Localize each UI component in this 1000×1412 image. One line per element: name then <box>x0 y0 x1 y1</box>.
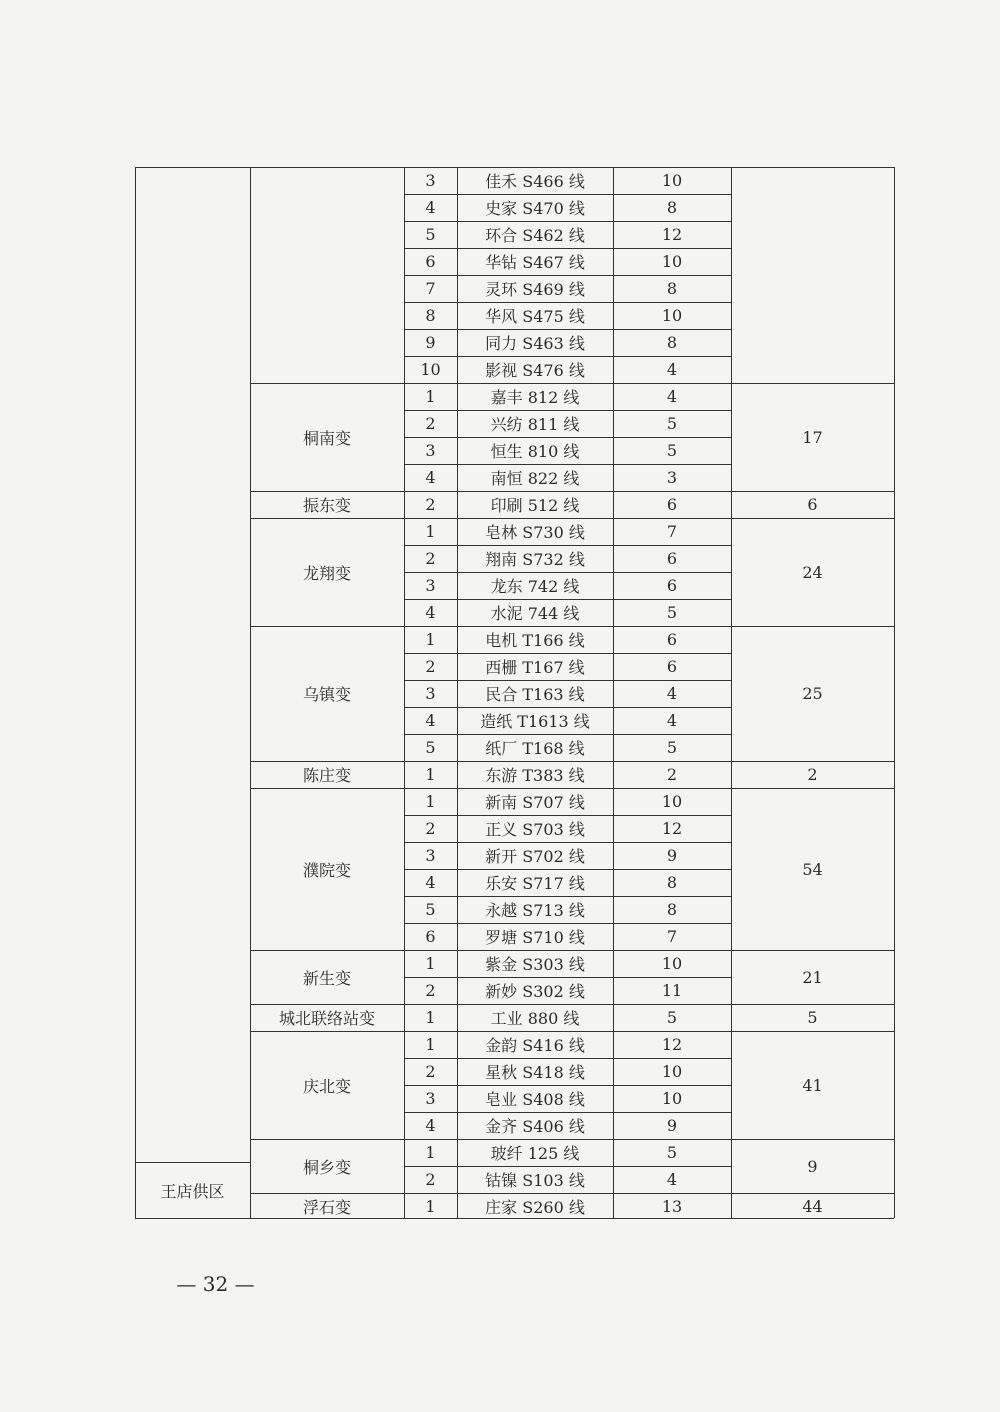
line-count: 8 <box>666 333 678 352</box>
line-name: 史家 S470 线 <box>485 199 585 218</box>
line-name: 龙东 742 线 <box>490 577 580 596</box>
row-number: 4 <box>425 711 436 730</box>
row-number: 8 <box>425 306 436 325</box>
substation-total: 6 <box>807 495 818 514</box>
row-number: 5 <box>425 738 436 757</box>
substation-name: 龙翔变 <box>302 563 351 583</box>
line-count: 8 <box>666 198 678 217</box>
substation-total: 5 <box>807 1008 818 1027</box>
row-number: 4 <box>425 468 436 487</box>
row-number: 2 <box>425 981 436 1000</box>
row-number: 1 <box>425 1197 436 1216</box>
substation-total: 44 <box>802 1197 823 1216</box>
line-name: 南恒 822 线 <box>490 469 580 488</box>
row-number: 3 <box>425 171 436 190</box>
line-count: 6 <box>666 495 678 514</box>
line-count: 12 <box>661 225 683 244</box>
line-count: 3 <box>666 468 678 487</box>
line-count: 12 <box>661 819 683 838</box>
line-count: 8 <box>666 873 678 892</box>
row-number: 10 <box>420 360 441 379</box>
row-number: 2 <box>425 819 436 838</box>
line-count: 6 <box>666 549 678 568</box>
line-count: 8 <box>666 279 678 298</box>
line-count: 5 <box>666 441 678 460</box>
line-name: 环合 S462 线 <box>485 226 585 245</box>
substation-name: 城北联络站变 <box>278 1009 375 1028</box>
line-count: 5 <box>666 1143 678 1162</box>
row-number: 1 <box>425 765 436 784</box>
row-number: 2 <box>425 414 436 433</box>
line-name: 东游 T383 线 <box>485 766 585 785</box>
line-name: 玻纤 125 线 <box>490 1144 580 1163</box>
row-number: 3 <box>425 1089 436 1108</box>
row-number: 4 <box>425 1116 436 1135</box>
row-number: 4 <box>425 873 436 892</box>
line-count: 5 <box>666 603 678 622</box>
line-name: 永越 S713 线 <box>485 901 585 920</box>
line-name: 皂林 S730 线 <box>485 523 585 542</box>
line-name: 金齐 S406 线 <box>485 1117 585 1136</box>
substation-name: 新生变 <box>302 968 351 988</box>
line-count: 9 <box>666 846 678 865</box>
line-count: 13 <box>661 1197 683 1216</box>
line-name: 新南 S707 线 <box>485 793 585 812</box>
substation-name: 桐乡变 <box>302 1157 351 1177</box>
line-name: 嘉丰 812 线 <box>490 388 580 407</box>
substation-name: 陈庄变 <box>302 766 351 785</box>
line-name: 电机 T166 线 <box>485 631 585 650</box>
substation-total: 9 <box>807 1156 818 1176</box>
line-name: 华钻 S467 线 <box>485 253 585 272</box>
substation-name: 振东变 <box>302 496 351 515</box>
line-name: 兴纺 811 线 <box>490 415 580 434</box>
line-name: 影视 S476 线 <box>485 361 585 380</box>
column-divider <box>894 167 895 1218</box>
substation-name: 乌镇变 <box>302 685 351 704</box>
line-name: 印刷 512 线 <box>490 496 580 515</box>
line-count: 2 <box>666 765 678 784</box>
line-count: 7 <box>666 522 678 541</box>
line-name: 庄家 S260 线 <box>485 1198 585 1217</box>
row-number: 4 <box>425 198 436 217</box>
row-number: 4 <box>425 603 436 622</box>
line-name: 金韵 S416 线 <box>485 1036 585 1055</box>
line-count: 6 <box>666 657 678 676</box>
page-number: — 32 — <box>176 1272 255 1296</box>
line-name: 纸厂 T168 线 <box>485 739 585 758</box>
line-count: 5 <box>666 414 678 433</box>
row-number: 2 <box>425 1170 436 1189</box>
line-name: 翔南 S732 线 <box>485 550 585 569</box>
line-name: 皂业 S408 线 <box>485 1090 585 1109</box>
row-number: 6 <box>425 927 436 946</box>
substation-total: 21 <box>802 967 823 987</box>
row-number: 1 <box>425 630 436 649</box>
line-name: 西栅 T167 线 <box>485 658 585 677</box>
row-number: 7 <box>425 279 436 298</box>
row-number: 5 <box>425 900 436 919</box>
row-number: 1 <box>425 1035 436 1054</box>
line-count: 7 <box>666 927 678 946</box>
row-number: 2 <box>425 657 436 676</box>
line-count: 4 <box>666 684 678 703</box>
substation-total: 25 <box>802 684 823 703</box>
line-name: 民合 T163 线 <box>485 685 585 704</box>
row-number: 9 <box>425 333 436 352</box>
line-name: 工业 880 线 <box>490 1009 580 1028</box>
line-count: 6 <box>666 576 678 595</box>
line-count: 10 <box>661 252 683 271</box>
line-name: 恒生 810 线 <box>490 442 580 461</box>
row-number: 1 <box>425 1143 436 1162</box>
line-name: 钴镍 S103 线 <box>485 1171 585 1190</box>
substation-total: 2 <box>807 765 818 784</box>
line-name: 新妙 S302 线 <box>485 982 585 1001</box>
line-name: 灵环 S469 线 <box>485 280 585 299</box>
substation-total: 41 <box>802 1075 823 1095</box>
line-name: 紫金 S303 线 <box>485 955 585 974</box>
line-count: 5 <box>666 738 678 757</box>
row-number: 1 <box>425 522 436 541</box>
line-name: 罗塘 S710 线 <box>485 928 585 947</box>
line-count: 10 <box>661 954 683 973</box>
line-name: 同力 S463 线 <box>485 334 585 353</box>
row-number: 3 <box>425 684 436 703</box>
line-count: 12 <box>661 1035 683 1054</box>
row-number: 1 <box>425 1008 436 1027</box>
line-name: 华风 S475 线 <box>485 307 585 326</box>
distribution-line-table <box>135 167 894 1218</box>
row-number: 3 <box>425 441 436 460</box>
row-number: 3 <box>425 846 436 865</box>
substation-name: 桐南变 <box>302 428 351 448</box>
line-name: 水泥 744 线 <box>490 604 580 623</box>
substation-name: 浮石变 <box>302 1198 351 1217</box>
line-count: 4 <box>666 360 678 379</box>
substation-name: 庆北变 <box>302 1076 351 1096</box>
row-number: 2 <box>425 495 436 514</box>
line-count: 10 <box>661 792 683 811</box>
row-divider <box>135 167 250 168</box>
column-divider <box>135 167 136 1218</box>
line-name: 乐安 S717 线 <box>485 874 585 893</box>
line-count: 10 <box>661 1089 683 1108</box>
line-name: 佳禾 S466 线 <box>485 172 585 191</box>
line-name: 新开 S702 线 <box>485 847 585 866</box>
line-count: 10 <box>661 306 683 325</box>
line-name: 星秋 S418 线 <box>485 1063 585 1082</box>
line-count: 4 <box>666 1170 678 1189</box>
line-count: 11 <box>661 981 683 1000</box>
line-name: 造纸 T1613 线 <box>480 712 590 731</box>
row-number: 5 <box>425 225 436 244</box>
line-count: 4 <box>666 711 678 730</box>
line-count: 9 <box>666 1116 678 1135</box>
row-number: 1 <box>425 954 436 973</box>
region-label: 王店供区 <box>160 1181 225 1201</box>
line-count: 10 <box>661 1062 683 1081</box>
row-number: 1 <box>425 387 436 406</box>
row-number: 6 <box>425 252 436 271</box>
row-number: 2 <box>425 549 436 568</box>
line-count: 8 <box>666 900 678 919</box>
line-name: 正义 S703 线 <box>485 820 585 839</box>
substation-total: 17 <box>802 427 823 447</box>
row-number: 3 <box>425 576 436 595</box>
substation-total: 24 <box>802 562 823 582</box>
row-number: 1 <box>425 792 436 811</box>
line-count: 4 <box>666 387 678 406</box>
line-count: 5 <box>666 1008 678 1027</box>
substation-total: 54 <box>802 859 823 879</box>
line-count: 6 <box>666 630 678 649</box>
line-count: 10 <box>661 171 683 190</box>
substation-name: 濮院变 <box>302 860 351 880</box>
row-number: 2 <box>425 1062 436 1081</box>
